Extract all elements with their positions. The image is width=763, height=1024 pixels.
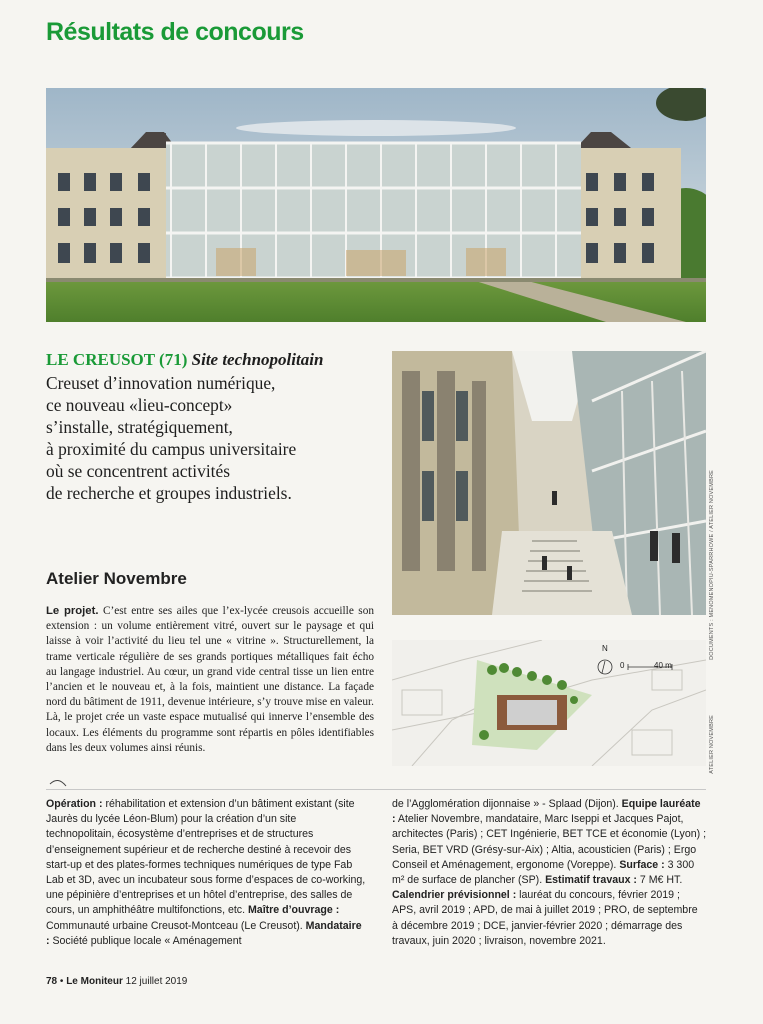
interior-photo-credit: DOCUMENTS : MENOMENOPIU-SPARRHOWE / ATELIER NOVEMBRE bbox=[709, 470, 715, 660]
lead-line: s’installe, stratégiquement, bbox=[46, 417, 233, 437]
calendrier-label: Calendrier prévisionnel : bbox=[392, 889, 517, 902]
lead-line: à proximité du campus universitaire bbox=[46, 439, 297, 459]
section-title: Résultats de concours bbox=[46, 18, 304, 46]
info-divider bbox=[46, 789, 706, 790]
north-label: N bbox=[602, 644, 608, 653]
lead-line: ce nouveau «lieu-concept» bbox=[46, 395, 233, 415]
project-label: Le projet. bbox=[46, 605, 99, 617]
magazine-name: Le Moniteur bbox=[66, 976, 123, 987]
info-column-right bbox=[392, 797, 706, 949]
estimatif-text: 7 M€ HT. bbox=[636, 874, 683, 887]
site-plan-image bbox=[392, 640, 706, 766]
scale-zero: 0 bbox=[620, 661, 625, 670]
surface-label: Surface : bbox=[619, 858, 665, 871]
mandataire-continued: de l’Agglomération dijonnaise » - Splaad (Dijon). bbox=[392, 798, 622, 810]
footer-bullet: • bbox=[59, 976, 64, 987]
scale-end: 40 m bbox=[654, 661, 672, 670]
decorative-mark bbox=[48, 776, 68, 788]
interior-atrium-image bbox=[392, 351, 706, 615]
project-description bbox=[46, 604, 374, 756]
moa-label: Maître d’ouvrage : bbox=[247, 904, 340, 917]
lead-subtitle: Site technopolitain bbox=[191, 350, 324, 369]
operation-label: Opération : bbox=[46, 798, 103, 810]
mandataire-label: Mandataire : bbox=[46, 919, 362, 947]
page-number: 78 bbox=[46, 976, 58, 987]
lead-line: où se concentrent activités bbox=[46, 461, 230, 481]
page-footer bbox=[46, 976, 187, 987]
issue-date: 12 juillet 2019 bbox=[125, 976, 188, 987]
hero-building-image bbox=[46, 88, 706, 322]
plan-credit: ATELIER NOVEMBRE bbox=[709, 715, 715, 774]
lead-heading bbox=[46, 350, 386, 370]
calendrier-text: lauréat du concours, février 2019 ; APS, avril 2019 ; APD, de mai à juillet 2019 ; PRO, de septembre à décembre 2019 ; DCE, janvier-février 2020 ; démarrage des travaux, juin 2020 ; livraison, novembre 2021. bbox=[392, 889, 698, 947]
estimatif-label: Estimatif travaux : bbox=[545, 874, 637, 887]
lead-line: Creuset d’innovation numérique, bbox=[46, 373, 276, 393]
info-column-left bbox=[46, 797, 366, 949]
mandataire-text: Société publique locale « Aménagement bbox=[49, 934, 242, 947]
lead-line: de recherche et groupes industriels. bbox=[46, 483, 292, 503]
surface-text: 3 300 m² de surface de plancher (SP). bbox=[392, 858, 695, 887]
lead-intro bbox=[46, 372, 386, 504]
lead-place: LE CREUSOT (71) bbox=[46, 350, 188, 369]
operation-text: réhabilitation et extension d’un bâtiment existant (site Jaurès du lycée Léon-Blum) pour la création d’un site technopolitain, écosystème d’entreprises et de structures d’enseignement supérieur et de recherche destiné à recevoir des start-up et des plates-formes techniques numériques de type Fab Lab et 3D, avec un incubateur sous forme d’espaces de co-working, une pépinière d’entreprises et un hôtel d’entreprise, des salles de cours, un amphithéâtre multifonctions, etc. bbox=[46, 798, 366, 917]
equipe-label: Equipe lauréate : bbox=[392, 798, 701, 826]
project-text: C’est entre ses ailes que l’ex-lycée creusois accueille son extension : un volume entièrement vitré, ouvert sur le paysage et qui laisse à voir l’activité du lieu tel une « vitrine ». Structurellement, la trame verticale régulière de ses grands portiques métalliques fait écho au langage industriel. Au cœur, un grand vide central tisse un lien entre l’ancien et le nouveau et, à la fois, maintient une distance. La façade nord du bâtiment de 1911, devenue intérieure, s’y trouve mise en valeur. Là, le projet crée un vaste espace mutualisé qui innerve l’ensemble des locaux. Les éléments du programme sont répartis en pôles identifiables dans les deux volumes ainsi réunis. bbox=[46, 605, 374, 754]
equipe-text: Atelier Novembre, mandataire, Marc Iseppi et Jacques Pajot, architectes (Paris) ; CET Ingénierie, BET TCE et économie (Lyon) ; Seria, BET VRD (Grésy-sur-Aix) ; Altia, acousticien (Paris) ; Ergo Conseil et Aménagement, ergonome (Voreppe). bbox=[392, 813, 707, 871]
author-heading: Atelier Novembre bbox=[46, 569, 187, 588]
moa-text: Communauté urbaine Creusot-Montceau (Le Creusot). bbox=[46, 919, 306, 932]
